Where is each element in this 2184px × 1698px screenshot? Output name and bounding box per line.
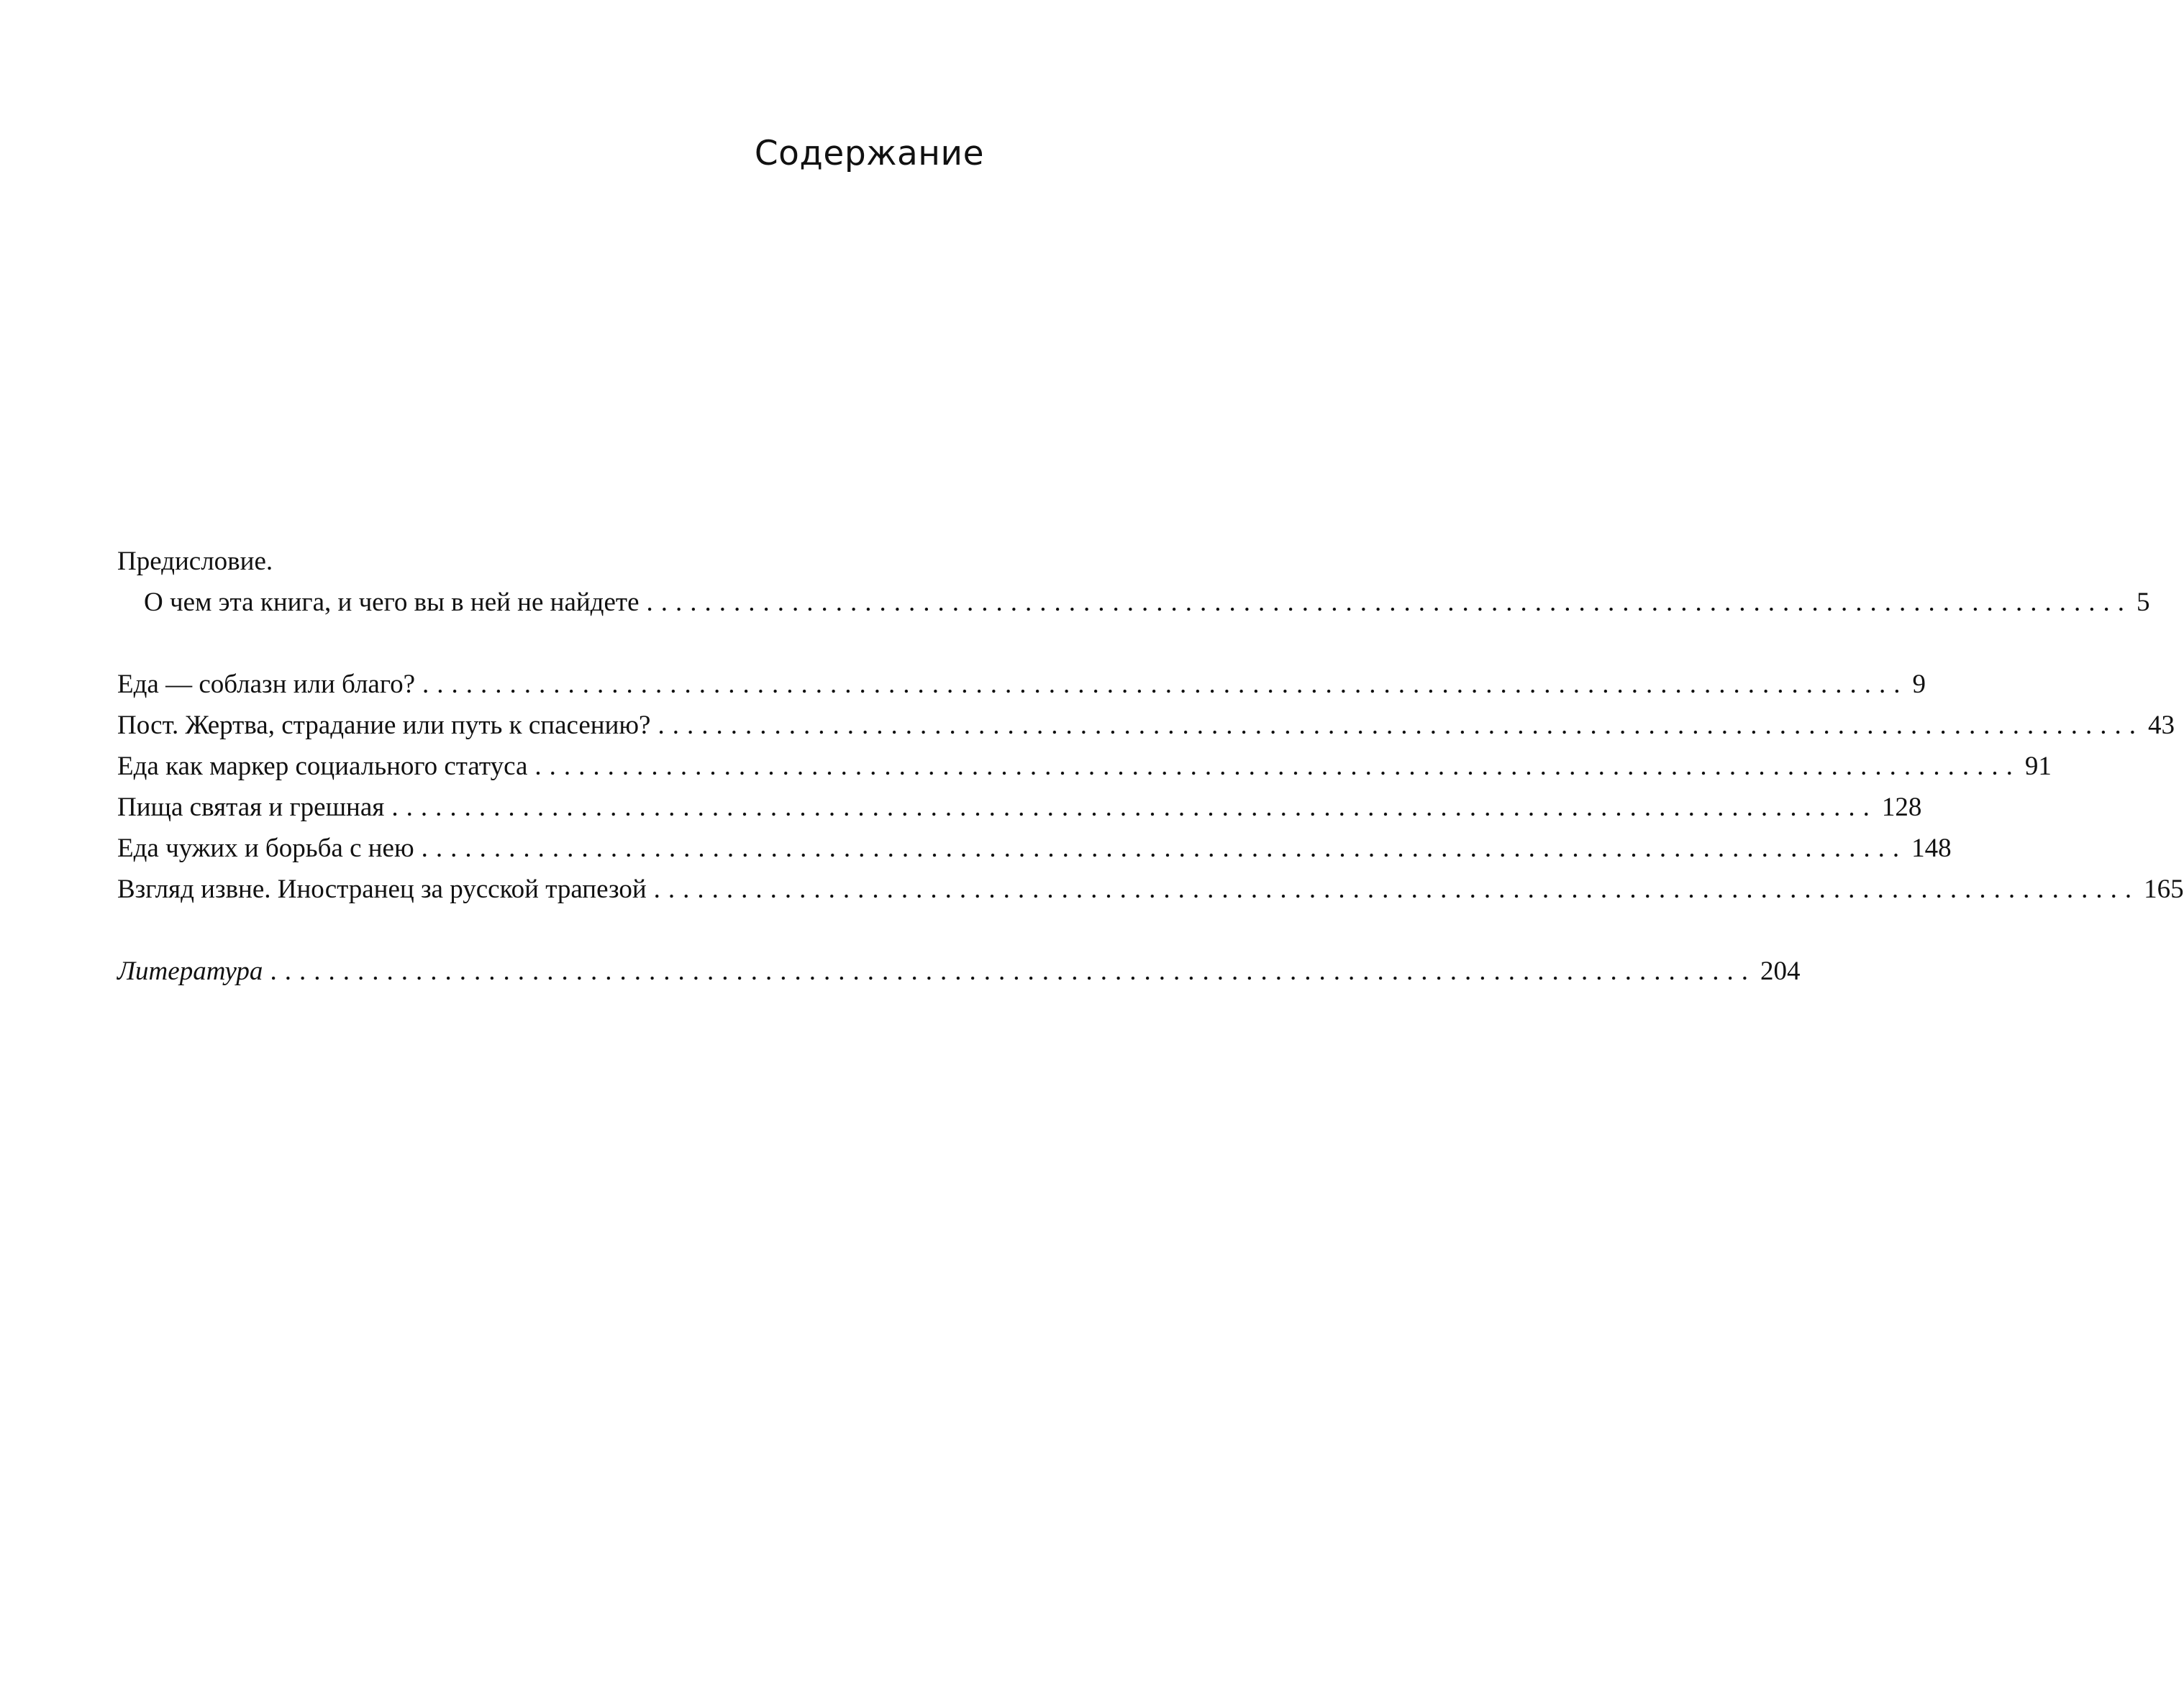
dot-leader: ...................................................................................................... (270, 957, 1756, 986)
toc-entry-page: 43 (2147, 711, 2175, 740)
toc-entry-chapter-4[interactable] (117, 787, 1922, 828)
toc-entry-title: Еда чужих и борьба с нею (117, 834, 414, 863)
toc-entry-page: 5 (2137, 588, 2150, 617)
toc-entry-page: 148 (1911, 834, 1952, 863)
dot-leader: ...................................................................................................... (658, 711, 2144, 740)
page-title: Содержание (754, 134, 984, 173)
toc-entry-title: Литература (117, 957, 263, 986)
toc-entry-page: 204 (1760, 957, 1801, 986)
toc-entry-chapter-5[interactable] (117, 828, 1952, 869)
dot-leader: ...................................................................................................... (391, 793, 1878, 822)
toc-entry-literature[interactable] (117, 951, 1801, 992)
toc-entry-chapter-2[interactable] (117, 705, 2175, 746)
toc-entry-page: 165 (2144, 875, 2184, 904)
toc-entry-preface[interactable] (117, 582, 2150, 623)
dot-leader: ...................................................................................................... (653, 875, 2140, 904)
toc-entry-chapter-1[interactable] (117, 664, 1926, 705)
spacer (117, 910, 980, 951)
toc-entry-title: Пища святая и грешная (117, 793, 385, 822)
toc-entry-title: Еда как маркер социального статуса (117, 752, 528, 781)
toc-entry-title: Взгляд извне. Иностранец за русской трапезой (117, 875, 647, 904)
dot-leader: ...................................................................................................... (421, 834, 1908, 863)
toc-entry-chapter-6[interactable] (117, 869, 2184, 910)
toc-entry-title: О чем эта книга, и чего вы в ней не найдете (144, 588, 640, 617)
toc-entry-chapter-3[interactable] (117, 746, 2052, 787)
dot-leader: ...................................................................................................... (422, 670, 1908, 699)
spacer (117, 623, 980, 664)
toc-entry-page: 9 (1912, 670, 1926, 699)
toc-entry-title: Еда — соблазн или благо? (117, 670, 416, 699)
toc-entry-title: Пост. Жертва, страдание или путь к спасению? (117, 711, 651, 740)
dot-leader: ...................................................................................................... (646, 588, 2133, 617)
toc-entry-page: 91 (2024, 752, 2052, 781)
dot-leader: ...................................................................................................... (534, 752, 2021, 781)
table-of-contents (117, 541, 2184, 992)
toc-entry-page: 128 (1881, 793, 1922, 822)
toc-preface-heading: Предисловие. (117, 547, 273, 576)
